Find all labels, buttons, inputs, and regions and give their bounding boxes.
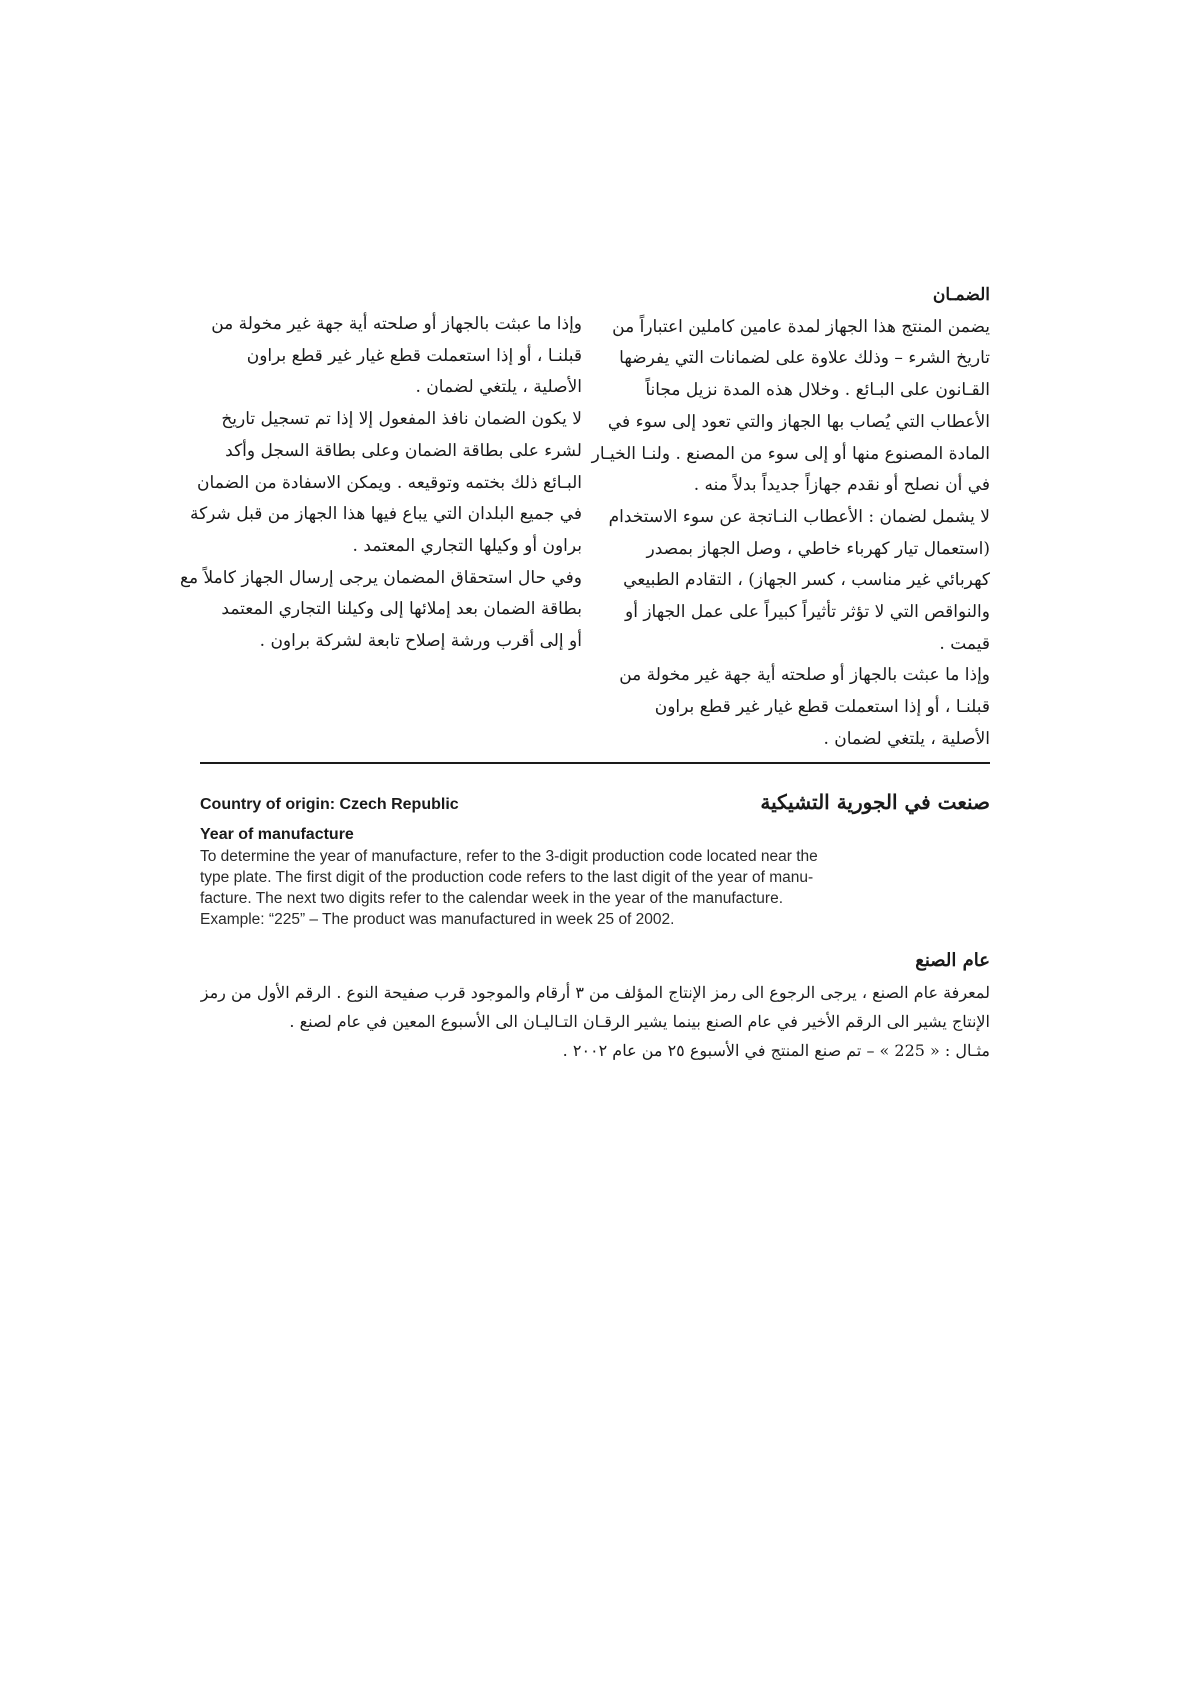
warranty-right-line: قيمت . bbox=[939, 633, 990, 654]
warranty-right-line: كهربائي غير مناسب ، كسر الجهاز) ، التقادم الطبيعي bbox=[623, 570, 990, 591]
warranty-right-line: في أن نصلح أو نقدم جهازاً جديداً بدلاً منه . bbox=[693, 475, 990, 496]
year-en-line: To determine the year of manufacture, refer to the 3-digit production code located near the bbox=[200, 848, 818, 865]
country-of-origin-ar: صنعت في الجورية التشيكية bbox=[760, 790, 990, 814]
warranty-right-column bbox=[591, 280, 990, 756]
warranty-right-line: لا يشمل لضمان : الأعطاب النـاتجة عن سوء الاستخدام bbox=[608, 506, 990, 527]
year-of-manufacture-en bbox=[200, 826, 1000, 930]
warranty-right-line: الأعطاب التي يُصاب بها الجهاز والتي تعود إلى سوء في bbox=[607, 411, 990, 432]
warranty-left-line: بطاقة الضمان بعد إملائها إلى وكيلنا التجاري المعتمد bbox=[221, 599, 582, 620]
warranty-left-line: الأصلية ، يلتغي لضمان . bbox=[415, 377, 582, 398]
warranty-right-line: تاريخ الشرء – وذلك علاوة على لضمانات التي يفرضها bbox=[619, 348, 990, 369]
year-of-manufacture-ar bbox=[200, 948, 990, 1065]
warranty-right-line: المادة المصنوع منها أو إلى سوء من المصنع . ولنـا الخيـار bbox=[591, 443, 990, 464]
warranty-left-line: قبلنـا ، أو إذا استعملت قطع غيار غير قطع براون bbox=[246, 345, 582, 366]
year-of-manufacture-title-ar: عام الصنع bbox=[915, 950, 990, 971]
year-en-line: type plate. The first digit of the production code refers to the last digit of the year of manu- bbox=[200, 869, 814, 886]
warranty-heading: الضمـان bbox=[932, 285, 990, 305]
year-of-manufacture-title: Year of manufacture bbox=[200, 826, 354, 843]
year-en-line: Example: “225” – The product was manufactured in week 25 of 2002. bbox=[200, 911, 675, 928]
warranty-left-line: أو إلى أقرب ورشة إصلاح تابعة لشركة براون . bbox=[259, 631, 582, 652]
section-divider bbox=[200, 762, 990, 764]
country-of-origin-en: Country of origin: Czech Republic bbox=[200, 796, 459, 813]
warranty-left-line: وفي حال استحقاق المضمان يرجى إرسال الجهاز كاملاً مع bbox=[179, 567, 582, 588]
warranty-right-line: وإذا ما عبثت بالجهاز أو صلحته أية جهة غير مخولة من bbox=[619, 665, 990, 686]
warranty-left-line: لشرء على بطاقة الضمان وعلى بطاقة السجل وأكد bbox=[225, 440, 582, 461]
warranty-right-line: يضمن المنتج هذا الجهاز لمدة عامين كاملين اعتباراً من bbox=[612, 316, 990, 337]
warranty-right-line: القـانون على البـائع . وخلال هذه المدة نزيل مجاناً bbox=[645, 380, 990, 401]
warranty-left-line: البـائع ذلك بختمه وتوقيعه . ويمكن الاسفادة من الضمان bbox=[197, 472, 582, 493]
warranty-left-column bbox=[179, 309, 582, 658]
warranty-left-line: براون أو وكيلها التجاري المعتمد . bbox=[352, 535, 582, 556]
year-ar-line: لمعرفة عام الصنع ، يرجى الرجوع الى رمز الإنتاج المؤلف من ٣ أرقام والموجود قرب صفيحة النوع . الرقم الأول من رمز bbox=[200, 983, 990, 1002]
warranty-right-line: والنواقص التي لا تؤثر تأثيراً كبيراً على عمل الجهاز أو bbox=[624, 602, 990, 623]
year-ar-line: مثـال : « 225 » – تم صنع المنتج في الأسبوع ٢٥ من عام ٢٠٠٢ . bbox=[562, 1041, 990, 1060]
year-of-manufacture-body bbox=[200, 846, 1000, 930]
warranty-right-line: قبلنـا ، أو إذا استعملت قطع غيار غير قطع براون bbox=[654, 697, 990, 718]
year-en-line: facture. The next two digits refer to the calendar week in the year of the manufacture. bbox=[200, 890, 784, 907]
warranty-left-line: وإذا ما عبثت بالجهاز أو صلحته أية جهة غير مخولة من bbox=[211, 314, 582, 334]
warranty-right-line: الأصلية ، يلتغي لضمان . bbox=[823, 728, 990, 749]
warranty-right-line: (استعمال تيار كهرباء خاطي ، وصل الجهاز بمصدر bbox=[646, 538, 990, 559]
warranty-left-line: لا يكون الضمان نافذ المفعول إلا إذا تم تسجيل تاريخ bbox=[221, 409, 582, 430]
warranty-left-line: في جميع البلدان التي يباع فيها هذا الجهاز من قبل شركة bbox=[189, 504, 582, 525]
year-ar-line: الإنتاج يشير الى الرقم الأخير في عام الصنع بينما يشير الرقـان التـاليـان الى الأسبوع المعين في عام لصنع . bbox=[289, 1012, 990, 1031]
